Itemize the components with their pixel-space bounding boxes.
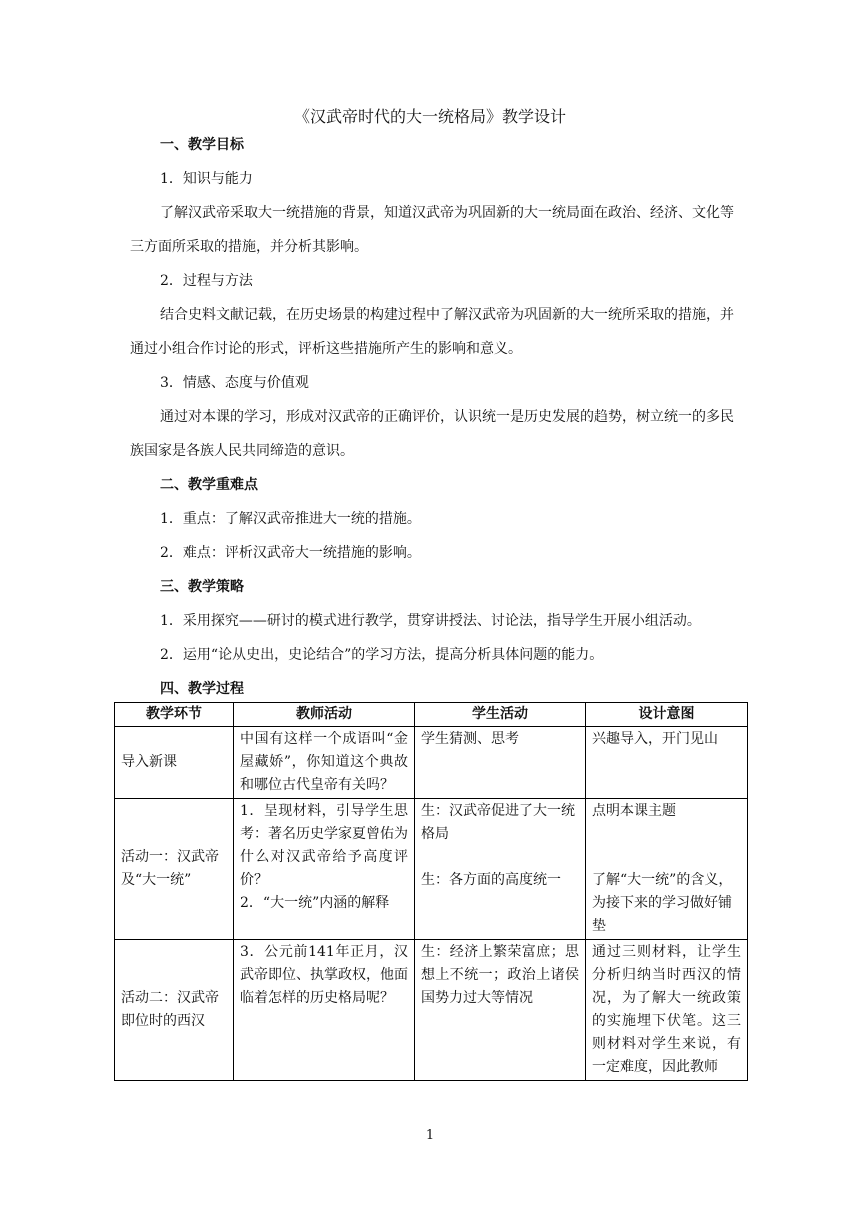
stage-cell: 活动二：汉武帝即位时的西汉 (115, 940, 234, 1081)
student-activity-cell (415, 799, 586, 940)
section-heading-process: 四、教学过程 (160, 681, 244, 697)
design-intent-cell: 兴趣导入，开门见山 (586, 727, 748, 799)
paragraph-values: 通过对本课的学习，形成对汉武帝的正确评价，认识统一是历史发展的趋势，树立统一的多民族国家是各族人民共同缔造的意识。 (130, 409, 734, 459)
table-row (115, 940, 748, 1081)
teaching-process-table (114, 702, 748, 1081)
strategy-item: 1．采用探究——研讨的模式进行教学，贯穿讲授法、讨论法，指导学生开展小组活动。 (160, 613, 701, 629)
teacher-activity-cell: 中国有这样一个成语叫“金屋藏娇”，你知道这个典故和哪位古代皇帝有关吗？ (234, 727, 415, 799)
table-row (115, 799, 748, 940)
document-title: 《汉武帝时代的大一统格局》教学设计 (293, 107, 566, 126)
design-intent-cell (586, 799, 748, 940)
difficult-point-item: 2．难点：评析汉武帝大一统措施的影响。 (160, 545, 421, 561)
student-activity-cell: 学生猜测、思考 (415, 727, 586, 799)
subheading-values: 3．情感、态度与价值观 (160, 375, 309, 391)
table-header-cell: 设计意图 (586, 703, 748, 727)
paragraph-process: 结合史料文献记载，在历史场景的构建过程中了解汉武帝为巩固新的大一统所采取的措施，并通过小组合作讨论的形式，评析这些措施所产生的影响和意义。 (130, 307, 734, 357)
section-heading-strategy: 三、教学策略 (160, 579, 244, 595)
section-heading-objectives: 一、教学目标 (160, 137, 244, 153)
design-intent-text: 点明本课主题 (592, 803, 676, 819)
student-activity-text: 生：汉武帝促进了大一统格局 (421, 803, 575, 842)
table-header-row (115, 703, 748, 727)
table-header-cell: 教师活动 (234, 703, 415, 727)
teacher-activity-cell: 3．公元前141年正月，汉武帝即位、执掌政权，他面临着怎样的历史格局呢？ (234, 940, 415, 1081)
teacher-activity-text: 1．呈现材料，引导学生思考：著名历史学家夏曾佑为什么对汉武帝给予高度评价？ (240, 803, 408, 888)
paragraph-knowledge: 了解汉武帝采取大一统措施的背景，知道汉武帝为巩固新的大一统局面在政治、经济、文化等三方面所采取的措施，并分析其影响。 (130, 205, 734, 255)
student-activity-text: 生：各方面的高度统一 (421, 872, 561, 888)
design-intent-text: 了解“大一统”的含义，为接下来的学习做好铺垫 (592, 872, 733, 934)
stage-cell: 活动一：汉武帝及“大一统” (115, 799, 234, 940)
subheading-process: 2．过程与方法 (160, 273, 253, 289)
table-row (115, 727, 748, 799)
key-point-item: 1．重点：了解汉武帝推进大一统的措施。 (160, 511, 421, 527)
stage-cell: 导入新课 (115, 727, 234, 799)
table-header-cell: 教学环节 (115, 703, 234, 727)
teacher-activity-text: 2．“大一统”内涵的解释 (240, 895, 390, 911)
subheading-knowledge: 1．知识与能力 (160, 171, 253, 187)
section-heading-key-points: 二、教学重难点 (160, 477, 258, 493)
teacher-activity-cell (234, 799, 415, 940)
page-number: 1 (425, 1128, 435, 1143)
strategy-item: 2．运用“论从史出，史论结合”的学习方法，提高分析具体问题的能力。 (160, 647, 604, 663)
student-activity-cell: 生：经济上繁荣富庶；思想上不统一；政治上诸侯国势力过大等情况 (415, 940, 586, 1081)
design-intent-cell: 通过三则材料，让学生分析归纳当时西汉的情况，为了解大一统政策的实施埋下伏笔。这三则材料对学生来说，有一定难度，因此教师 (586, 940, 748, 1081)
table-header-cell: 学生活动 (415, 703, 586, 727)
